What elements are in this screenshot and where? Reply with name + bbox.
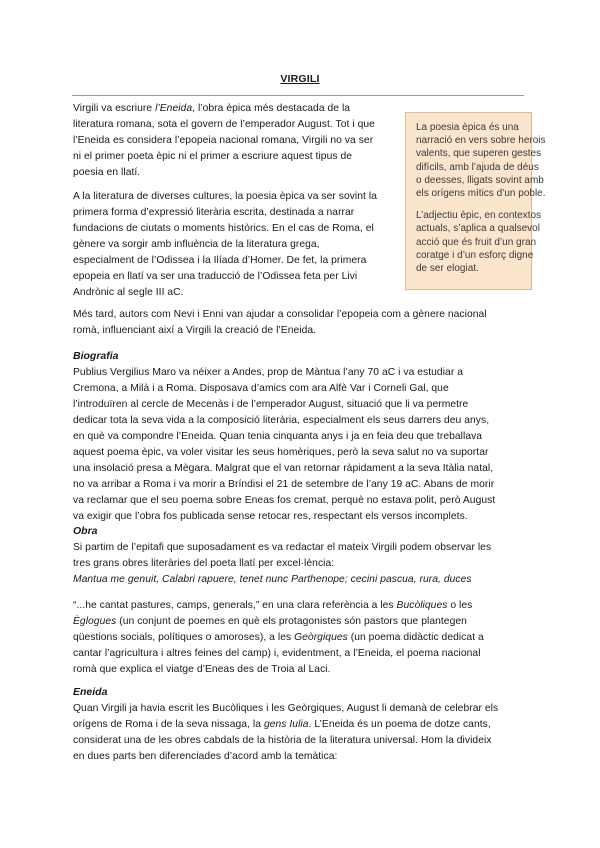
text-line: epopeia en llatí va ser una traducció de l’Odissea feta per Livi	[73, 271, 358, 282]
text-line: en dues parts ben diferenciades d’acord amb la temàtica:	[73, 751, 338, 762]
text-line: cantar l’agricultura i altres feines del camp) i, evidentment, a l’Eneida, el poema nacional	[73, 648, 481, 659]
text-line: poesia en llatí.	[73, 167, 141, 178]
document-title: VIRGILI	[280, 73, 320, 85]
sidebox-gap	[416, 200, 531, 209]
sidebox-line: de ser elogiat.	[416, 263, 479, 275]
biografia-paragraph	[73, 365, 495, 525]
text-line: va reclamar que el seu poema sobre Eneas fos cremat, perquè no estava polit, però August	[73, 495, 496, 506]
section-heading-biografia: Biografia	[73, 350, 119, 362]
text-line: qüestions socials, polítiques o amoroses), a les Geòrgiques (un poema didàctic dedicat a	[73, 632, 484, 643]
text-line: orígens de Roma i de la seva nissaga, la gens Iulia. L’Eneida és un poema de dotze cants,	[73, 719, 491, 730]
work-title-bucoliques: Bucòliques	[396, 600, 448, 611]
title-rule	[72, 95, 524, 96]
title-eneida-italic: l’Eneida	[155, 103, 193, 114]
sidebox-line: narració en vers sobre herois	[416, 135, 546, 147]
work-title-eglogues: Èglogues	[73, 616, 117, 627]
text-line: gènere va sorgir amb influència de la literatura grega,	[73, 239, 320, 250]
epitaph-quote: Mantua me genuit, Calabri rapuere, tenet nunc Parthenope; cecini pascua, rura, duces	[73, 574, 472, 585]
text-line: especialment de l’Odissea i la Ilíada d’Homer. De fet, la primera	[73, 255, 367, 266]
eneida-paragraph	[73, 701, 498, 765]
text-line: Èglogues (un conjunt de poemes en què els protagonistes són pastors que plantegen	[73, 616, 467, 627]
text-line: l’introduïren al cercle de Mecenàs i de l’emperador August, situació que li va permetre	[73, 399, 469, 410]
text-line: “...he cantat pastures, camps, generals,” en una clara referència a les Bucòliques o les	[73, 600, 473, 611]
text-line: l’Eneida es considera l’epopeia nacional romana, Virgili no va ser	[73, 135, 374, 146]
text-line: Quan Virgili ja havia escrit les Bucòliques i les Geòrgiques, August li demanà de celebrar els	[73, 703, 499, 714]
text-line: Publius Vergilius Maro va néixer a Andes, prop de Màntua l’any 70 aC i va estudiar a	[73, 367, 463, 378]
text-line: tres grans obres literàries del poeta llatí per excel·lència:	[73, 558, 335, 569]
text-line: Més tard, autors com Nevi i Enni van ajudar a consolidar l’epopeia com a gènere nacional	[73, 309, 487, 320]
obra-paragraph-1	[73, 540, 491, 588]
sidebox-line: acció que és fruit d’un gran	[416, 236, 537, 248]
text-line: dedicar tota la seva vida a la composició literària, especialment els seus darrers deu anys,	[73, 415, 490, 426]
intro-paragraph-3	[73, 307, 487, 339]
definition-sidebox	[405, 112, 546, 290]
sidebox-line: actuals, s’aplica a qualsevol	[416, 223, 540, 235]
sidebox-line: coratge i d’un esforç digne	[416, 249, 534, 261]
sidebox-line: o deesses, lligats sovint amb	[416, 174, 544, 186]
sidebox-line: valents, que superen gestes	[416, 148, 542, 160]
text-line: ni el primer poeta èpic ni el primer a escriure aquest tipus de	[73, 151, 353, 162]
text-line: aquest poema èpic, va voler visitar les seus homèriques, però la seva salut no va suportar	[73, 447, 489, 458]
text-line: una insolació presa a Mègara. Malgrat que el van retornar ràpidament a la seva Itàlia natal,	[73, 463, 494, 474]
text-line: romà, influenciant així a Virgili la creació de l’Eneida.	[73, 325, 317, 336]
text-line: Cremona, a Milà i a Roma. Disposava d’amics com ara Alfè Var i Corneli Gal, que	[73, 383, 449, 394]
text-line: romà que explica el viatge d’Eneas des de Troia al Laci.	[73, 664, 331, 675]
intro-paragraph-1	[73, 101, 375, 181]
text-line: Virgili va escriure l’Eneida, l’obra èpica més destacada de la	[73, 103, 351, 114]
text-line: primera forma d’expressió literària escrita, destinada a narrar	[73, 207, 355, 218]
text-line: A la literatura de diverses cultures, la poesia èpica va ser sovint la	[73, 191, 377, 202]
text-line: Si partim de l’epitafi que suposadament es va redactar el mateix Virgili podem observar les	[73, 542, 492, 553]
text-line: va exigir que l’obra fos publicada sense retocar res, respectant els versos incomplets.	[73, 511, 468, 522]
sidebox-line: difícils, amb l’ajuda de déus	[416, 161, 539, 173]
section-heading-obra: Obra	[73, 525, 98, 537]
intro-paragraph-2	[73, 189, 377, 301]
sidebox-line: La poesia èpica és una	[416, 122, 519, 133]
text-line: literatura romana, sota el govern de l’emperador August. Tot i que	[73, 119, 375, 130]
text-line: considerat una de les obres cabdals de la història de la literatura universal. Hom la divideix	[73, 735, 492, 746]
gens-iulia-italic: gens Iulia	[263, 719, 309, 730]
obra-paragraph-2	[73, 598, 484, 678]
work-title-georgiques: Geòrgiques	[294, 632, 348, 643]
text-line: en què va compondre l’Eneida. Quan tenia cinquanta anys i ja en feia deu que treballava	[73, 431, 483, 442]
text-line: no va arribar a Roma i va morir a Bríndisi el 21 de setembre de l’any 19 aC. Abans de morir	[73, 479, 495, 490]
text-line: Andrònic al segle III aC.	[73, 287, 184, 298]
text-line: fundacions de ciutats o moments històrics. En el cas de Roma, el	[73, 223, 374, 234]
section-heading-eneida: Eneida	[73, 686, 108, 698]
sidebox-line: els orígens mítics d’un poble.	[416, 188, 546, 200]
sidebox-line: L’adjectiu èpic, en contextos	[416, 210, 542, 222]
